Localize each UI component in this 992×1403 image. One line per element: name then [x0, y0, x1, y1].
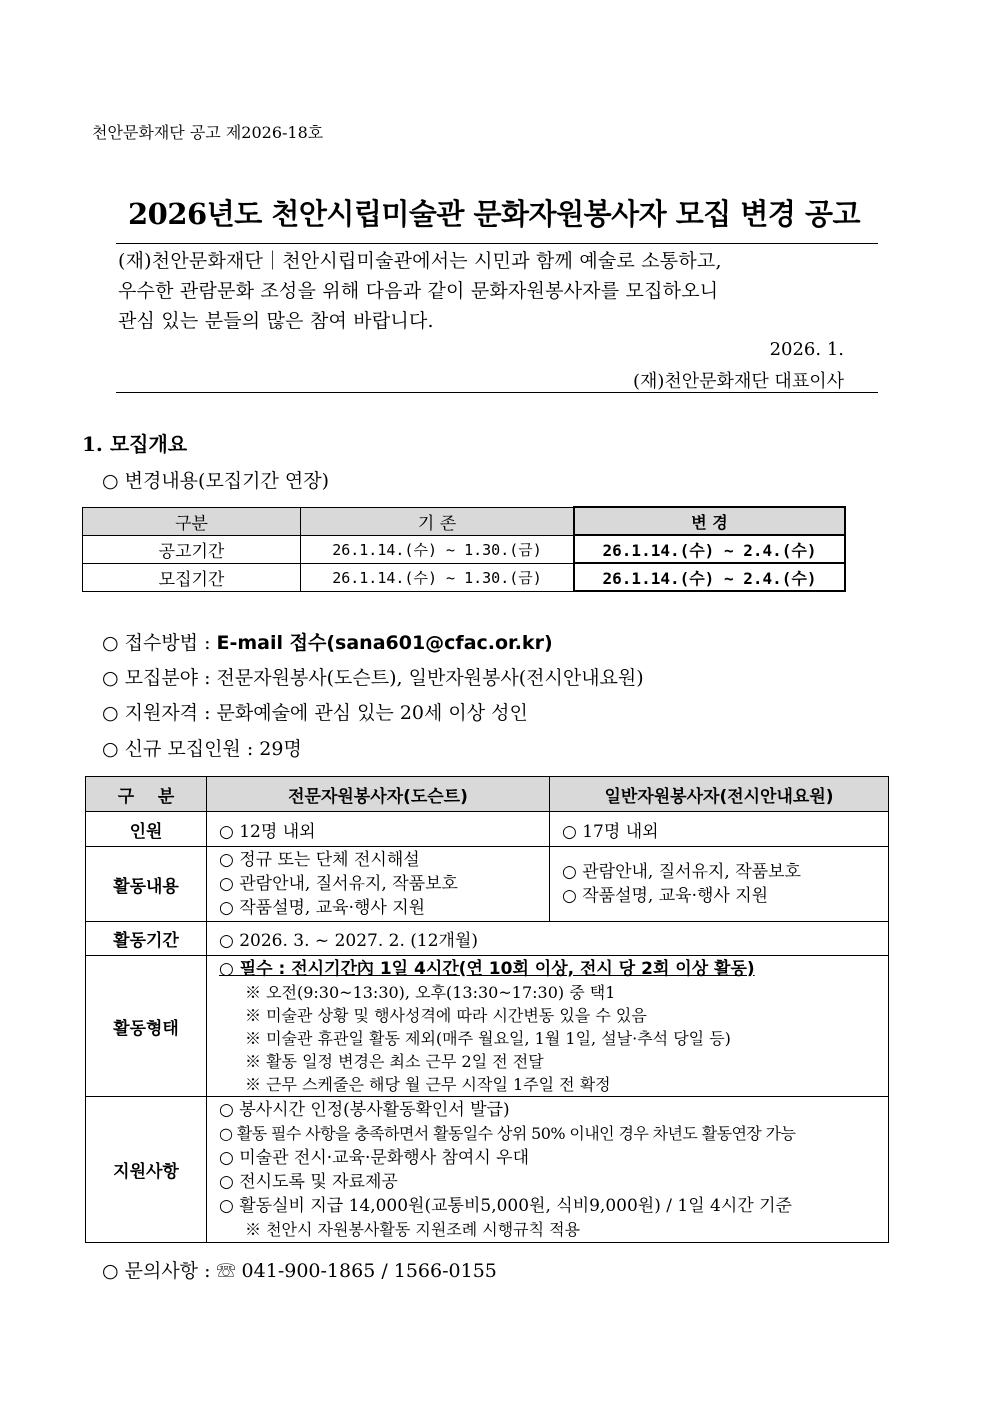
form-note: ※ 근무 스케줄은 해당 월 근무 시작일 1주일 전 확정	[245, 1074, 611, 1094]
table-row	[86, 812, 889, 847]
intro-line-3: 관심 있는 분들의 많은 참여 바랍니다.	[118, 310, 434, 332]
bullet-count: ○ 신규 모집인원 : 29명	[102, 738, 302, 760]
row-label: 인원	[86, 812, 207, 847]
period-value: ○ 2026. 3. ~ 2027. 2. (12개월)	[207, 922, 889, 956]
before-value: 26.1.14.(수) ~ 1.30.(금)	[301, 535, 575, 563]
list-item: ○ 관람안내, 질서유지, 작품보호	[219, 874, 458, 894]
table-row	[86, 1097, 889, 1243]
after-value: 26.1.14.(수) ~ 2.4.(수)	[574, 563, 845, 591]
support-cell	[207, 1097, 889, 1243]
list-item: ○ 작품설명, 교육·행사 지원	[562, 886, 769, 906]
header-category: 구 분	[86, 777, 207, 812]
general-activity	[550, 847, 889, 922]
bullet-method	[102, 628, 553, 655]
row-label: 활동형태	[86, 956, 207, 1097]
bullet-qualification: ○ 지원자격 : 문화예술에 관심 있는 20세 이상 성인	[102, 702, 528, 724]
after-value: 26.1.14.(수) ~ 2.4.(수)	[574, 535, 845, 563]
notice-number: 천안문화재단 공고 제2026-18호	[92, 123, 324, 142]
form-note: ※ 오전(9:30~13:30), 오후(13:30~17:30) 중 택1	[245, 982, 616, 1002]
header-category: 구분	[83, 507, 301, 535]
table-row	[86, 922, 889, 956]
section-heading: 1. 모집개요	[82, 432, 188, 456]
bullet-field: ○ 모집분야 : 전문자원봉사(도슨트), 일반자원봉사(전시안내요원)	[102, 667, 644, 689]
page-title: 2026년도 천안시립미술관 문화자원봉사자 모집 변경 공고	[128, 197, 861, 231]
list-item: ○ 전시도록 및 자료제공	[219, 1172, 398, 1192]
table-row	[83, 535, 846, 563]
docent-activity	[207, 847, 550, 922]
list-item: ○ 봉사시간 인정(봉사활동확인서 발급)	[219, 1100, 510, 1120]
form-main: ○ 필수 : 전시기간內 1일 4시간(연 10회 이상, 전시 당 2회 이상 활동)	[219, 958, 755, 979]
form-cell	[207, 956, 889, 1097]
row-label: 지원사항	[86, 1097, 207, 1243]
email-link[interactable]: E-mail 접수(sana601@cfac.or.kr)	[216, 632, 553, 654]
header-after: 변 경	[574, 507, 845, 535]
form-note: ※ 활동 일정 변경은 최소 근무 2일 전 전달	[245, 1051, 544, 1071]
row-label: 모집기간	[83, 563, 301, 591]
docent-people: ○ 12명 내외	[207, 812, 550, 847]
intro-line-1: (재)천안문화재단｜천안시립미술관에서는 시민과 함께 예술로 소통하고,	[118, 250, 722, 272]
list-item: ○ 관람안내, 질서유지, 작품보호	[562, 862, 801, 882]
detail-table	[85, 776, 889, 1243]
list-item: ○ 작품설명, 교육·행사 지원	[219, 898, 426, 918]
divider-bottom	[116, 392, 878, 393]
method-label: ○ 접수방법 :	[102, 632, 217, 654]
issuer: (재)천안문화재단 대표이사	[632, 371, 844, 392]
change-table	[82, 506, 846, 592]
header-general: 일반자원봉사자(전시안내요원)	[550, 777, 889, 812]
before-value: 26.1.14.(수) ~ 1.30.(금)	[301, 563, 575, 591]
general-people: ○ 17명 내외	[550, 812, 889, 847]
intro-line-2: 우수한 관람문화 조성을 위해 다음과 같이 문화자원봉사자를 모집하오니	[118, 280, 719, 302]
change-label: ○ 변경내용(모집기간 연장)	[102, 470, 330, 492]
form-note: ※ 미술관 휴관일 활동 제외(매주 월요일, 1월 1일, 설날·추석 당일 등)	[245, 1028, 731, 1048]
list-item: ○ 활동실비 지급 14,000원(교통비5,000원, 식비9,000원) / 1일 4시간 기준	[219, 1196, 792, 1216]
form-note: ※ 미술관 상황 및 행사성격에 따라 시간변동 있을 수 있음	[245, 1005, 647, 1025]
table-header-row	[83, 507, 846, 535]
list-item: ○ 활동 필수 사항을 충족하면서 활동일수 상위 50% 이내인 경우 차년도 활동연장 가능	[219, 1124, 796, 1143]
support-note: ※ 천안시 자원봉사활동 지원조례 시행규칙 적용	[245, 1220, 581, 1239]
row-label: 활동내용	[86, 847, 207, 922]
list-item: ○ 미술관 전시·교육·문화행사 참여시 우대	[219, 1148, 530, 1168]
issue-date: 2026. 1.	[769, 339, 844, 360]
table-header-row	[86, 777, 889, 812]
divider-top	[116, 243, 878, 244]
list-item: ○ 정규 또는 단체 전시해설	[219, 850, 420, 870]
header-before: 기 존	[301, 507, 575, 535]
contact-info: ○ 문의사항 : ☏ 041-900-1865 / 1566-0155	[102, 1260, 497, 1282]
table-row	[83, 563, 846, 591]
row-label: 공고기간	[83, 535, 301, 563]
table-row	[86, 956, 889, 1097]
row-label: 활동기간	[86, 922, 207, 956]
table-row	[86, 847, 889, 922]
header-docent: 전문자원봉사자(도슨트)	[207, 777, 550, 812]
